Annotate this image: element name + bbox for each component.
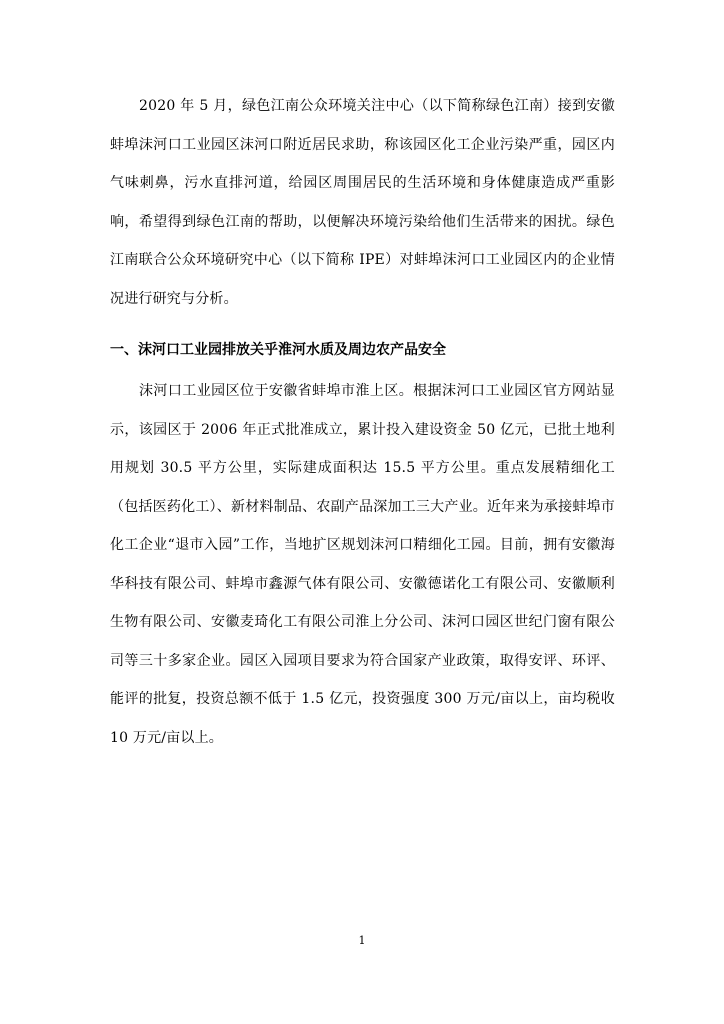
body-paragraph: 沫河口工业园区位于安徽省蚌埠市淮上区。根据沫河口工业园区官方网站显示，该园区于 2006 年正式批准成立，累计投入建设资金 50 亿元，已批土地利用规划 30.5 平方公里，实际建成面积达 15.5 平方公里。重点发展精细化工（包括医药化工）、新材料制品、农副产品深加工三大产业。近年来为承接蚌埠市化工企业“退市入园”工作，当地扩区规划沫河口精细化工园。目前，拥有安徽海华科技有限公司、蚌埠市鑫源气体有限公司、安徽德诺化工有限公司、安徽顺利生物有限公司、安徽麦琦化工有限公司淮上分公司、沫河口园区世纪门窗有限公司等三十多家企业。园区入园项目要求为符合国家产业政策，取得安评、环评、能评的批复，投资总额不低于 1.5 亿元，投资强度 300 万元/亩以上，亩均税收 10 万元/亩以上。 — [110, 383, 615, 746]
intro-paragraph: 2020 年 5 月，绿色江南公众环境关注中心（以下简称绿色江南）接到安徽蚌埠沫河口工业园区沫河口附近居民求助，称该园区化工企业污染严重，园区内气味刺鼻，污水直排河道，给园区周围居民的生活环境和身体健康造成严重影响，希望得到绿色江南的帮助，以便解决环境污染给他们生活带来的困扰。绿色江南联合公众环境研究中心（以下简称 IPE）对蚌埠沫河口工业园区内的企业情况进行研究与分析。 — [110, 98, 615, 307]
section-heading: 一、沫河口工业园排放关乎淮河水质及周边农产品安全 — [110, 342, 446, 358]
page-number: 1 — [358, 934, 366, 947]
